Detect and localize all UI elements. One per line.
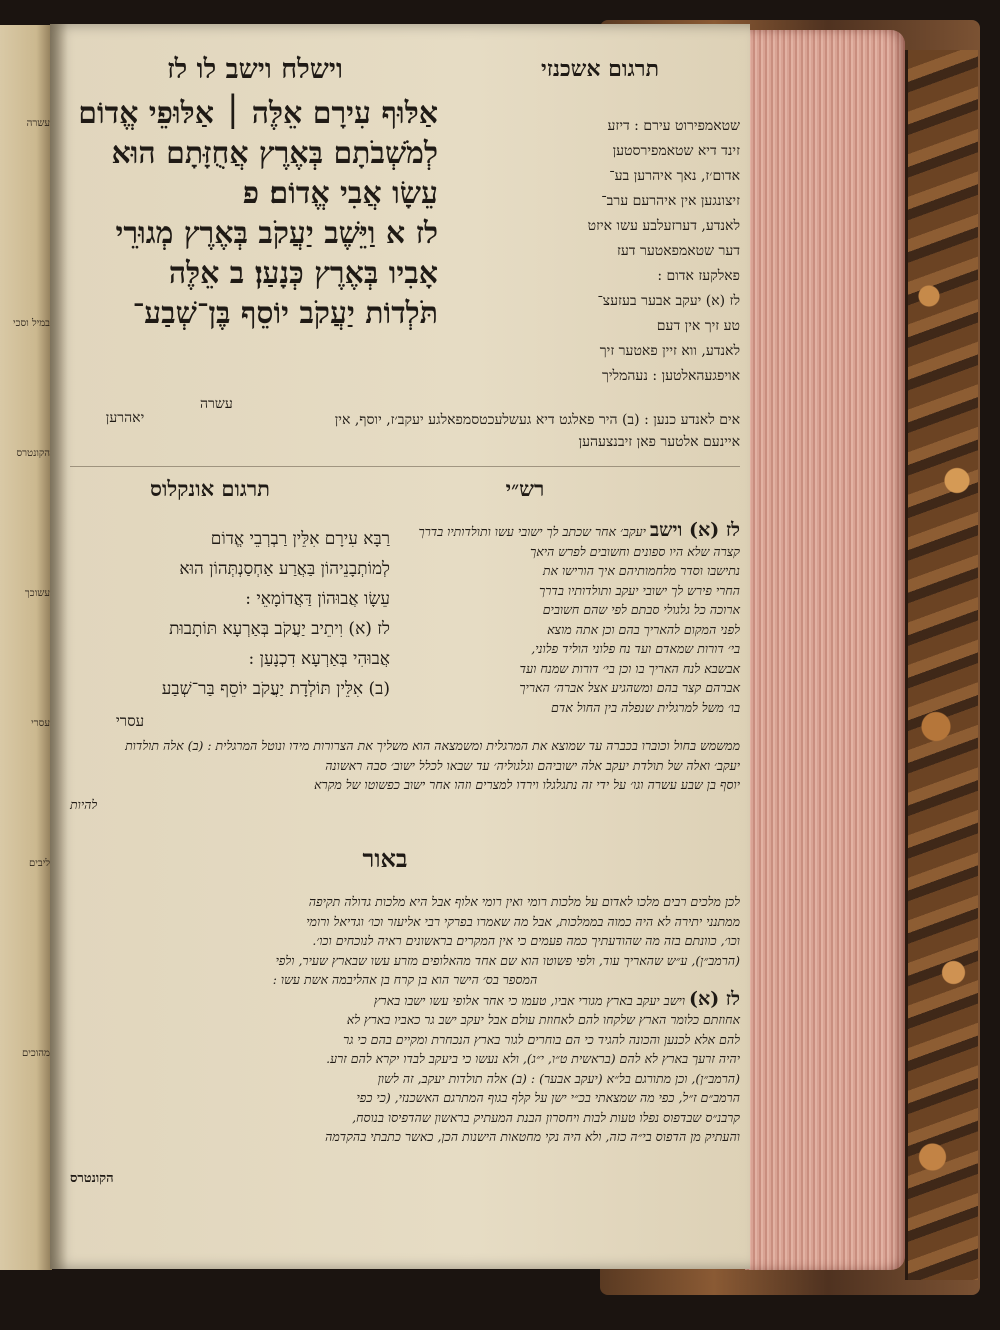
biur-line: וכו׳, כוונתם בזה מה שהודעתיך כמה פעמים כי אין המקרים בראשונים ראיה לנוכחים וכו׳. xyxy=(312,933,740,948)
verse-line: אָבִיו בְּאֶרֶץ כְּנָעַן׃ ב אֵלֶּה xyxy=(168,256,438,291)
rashi-line: בי׳ דורות שמאדם ועד נח פלוני הוליד פלוני, xyxy=(531,641,740,656)
rashi-line: יעקב׳ ואלה של תולדת יעקב אלה ישוביהם וגלגוליה׳ עד שבאו לכלל ישוב׳ סבה ראשונה xyxy=(325,757,740,773)
onkelos-line: עֵשָׂו אֲבוּהוֹן דַּאֲדוֹמָאֵי : xyxy=(245,589,390,609)
left-page-fragment: עסרי xyxy=(31,718,50,729)
yiddish-line: לאנדע, ווא זיין פאטער זיך xyxy=(599,343,740,359)
left-page-fragment: מהוכים xyxy=(22,1048,50,1059)
main-page xyxy=(50,24,750,1269)
verse-line: לז א וַיֵּשֶׁב יַעֲקֹב בְּאֶרֶץ מְגוּרֵי xyxy=(115,216,438,251)
yiddish-line: לאנדע, דערזעלבע עשו איזט xyxy=(587,218,740,234)
rashi-line: לפני המקום להאריך בהם וכן אתה מוצא xyxy=(547,621,740,637)
rashi-line: נתישבו וסדר מלחמותיהם איך הורישו את xyxy=(542,563,740,578)
rashi-line: ארוכה כל גלגולי סבתם לפי שהם חשובים xyxy=(542,602,740,617)
yiddish-line: זינד דיא שטאמפירסטען xyxy=(612,143,740,159)
rashi-commentary xyxy=(405,521,740,717)
biur-line: אחוזתם כלומר הארץ שלקחו להם לאחוזת עולם אבל יעקב ישב גר כאביו בארץ לא xyxy=(346,1012,740,1027)
rashi-line: בו׳ משל למרגלית שנפלה בין החול אדם xyxy=(551,699,740,715)
yiddish-line: שטאמפירוט עירם : דיזע xyxy=(607,118,740,134)
running-header-targum: תרגום אשכנזי xyxy=(540,56,659,82)
onkelos-line: לְמוֹתְבָנֵיהוֹן בַּאֲרַע אַחְסַנְתְּהוֹן הוּא xyxy=(179,559,390,579)
yiddish-line: לז (א) יעקב אבער בעזעצ־ xyxy=(597,293,740,309)
biur-line: וישב יעקב בארץ מגורי אביו, טעמו כי אחר אלופי עשו ישבו בארץ xyxy=(373,992,686,1008)
rashi-title: רש״י xyxy=(505,476,545,501)
page-block-edge xyxy=(745,30,905,1270)
biblical-text xyxy=(70,94,438,334)
marbled-edge xyxy=(905,50,978,1280)
onkelos-text xyxy=(70,524,390,704)
rashi-line: החרי פירש לך ישובי יעקב ותולדותיו בדרך xyxy=(539,582,740,598)
onkelos-line: לז (א) וִיתֵיב יַעֲקֹב בְּאַרְעָא תּוֹתָבוּת xyxy=(169,619,390,639)
yiddish-footline-line: איינעם אלטער פאן זיבנצעהען xyxy=(578,434,740,450)
running-header-parasha: וישלח וישב לו לז xyxy=(167,54,343,85)
rashi-line: אברהם קצר בהם ומשהגיע אצל אברה׳ האריך xyxy=(519,680,740,695)
biur-line: ממתנני יתירה לא היה כמוה בממלכות, אבל מה שאמרו בפרקי רבי אליעזר וכו׳ וגדיאל ורומי xyxy=(306,913,740,929)
left-page-fragment: במיל וסכי xyxy=(13,318,50,329)
verse-line: לְמֹשְׁבֹתָם בְּאֶרֶץ אֲחֻזָּתָם הוּא xyxy=(111,136,438,171)
rashi-line: קצרה שלא היו ספונים וחשובים לפרש היאך xyxy=(530,543,740,559)
section-divider xyxy=(70,466,740,467)
rashi-lead: לז (א) וישב xyxy=(649,519,740,541)
biur-line: והעתיק מן הדפוס בי״ה כזה, ולא היה נקי מחטאות הישנות הכן, כאשר כתבתי בהקדמה xyxy=(325,1129,740,1144)
biur-commentary xyxy=(70,892,740,1147)
onkelos-title: תרגום אונקלוס xyxy=(150,476,270,501)
left-page-fragment: עשרה xyxy=(26,118,50,129)
yiddish-footline-line: אים לאנדע כנען : (ב) היר פאלגט דיא געשלעכטסמפאלגע יעקב׳ז, יוסף, אין xyxy=(334,412,740,428)
rashi-line: יעקב׳ אחר שכתב לך ישובי עשו ותולדותיו בדרך xyxy=(418,524,646,539)
biur-line: המספר בס׳ הישר הוא בן קרח בן אהליבמה אשת עשו : xyxy=(272,972,538,987)
page-catchword: הקונטרס xyxy=(70,1171,114,1186)
yiddish-line: טע זיך אין דעם xyxy=(656,318,740,334)
left-page-fragment: עשוכך xyxy=(24,588,50,599)
verse-line: תֹּלְדוֹת יַעֲקֹב יוֹסֵף בֶּן־שְׁבַע־ xyxy=(132,296,438,331)
biur-line: הרמב״ם ז״ל, כפי מה שמצאתי בכ״י ישן על קלף בגוף המתרגם האשכנזי, (כי כפי xyxy=(356,1090,740,1105)
biblical-catchword: עשרה xyxy=(200,396,233,412)
rashi-line: אבשבא לנח האריך בו וכן בי׳ דורות שמנח ועד xyxy=(519,660,740,676)
yiddish-line: פאלקעז אדום : xyxy=(657,268,740,284)
yiddish-line: אדום׳ז, נאך איהרען בע־ xyxy=(609,168,740,184)
yiddish-line: זיצונגען אין איהרעם ערב־ xyxy=(601,193,740,209)
biur-line: לכן מלכים רבים מלכו לאדום על מלכות רומי ואין רומי אלוף אבל היא מלכות גדולה תקיפה xyxy=(308,894,740,909)
left-page xyxy=(0,25,52,1270)
biur-line: להם אלא לכנען והכונה להגיד כי הם בוחרים לגור בארץ הנכחרת ומקיים בהם כי גר xyxy=(343,1031,740,1047)
rashi-line: יוסף בן שבע עשרה וגו׳ על ידי זה נתגלגלו וירדו למצרים וזהו אחר ישוב כפשוטו של מקרא xyxy=(314,777,740,792)
rashi-line: ממשמש בחול וכוברו בכברה עד שמוצא את המרגלית ומשמצאה הוא משליך את הצרורות מידו ונוטל המרגלית : (ב) אלה תולדות xyxy=(125,738,740,753)
yiddish-line: אויפגעהאלטען : נעהמליך xyxy=(601,368,740,384)
onkelos-line: אֲבוּהִי בְּאַרְעָא דִכְנָעַן : xyxy=(248,649,390,669)
left-page-fragment: ליבים xyxy=(29,858,50,869)
yiddish-catchword: יאהרען xyxy=(105,410,145,426)
rashi-continuation xyxy=(70,736,740,814)
biur-line: (הרמב״ן), ע״ש שהאריך עוד, ולפי פשוטו הוא שם אחד מהאלופים מזרע עשו שבארץ שעיר, ולפי xyxy=(275,952,740,968)
biur-line: יהיה זרעך בארץ לא להם (בראשית ט״ו, י״ג), ולא נעשו כי ביעקב לבדו יקרא להם זרע. xyxy=(326,1051,740,1066)
rashi-line: להיות xyxy=(70,796,98,812)
biur-line: קרבנ״ס שבדפוס נפלו טעות לבות ויחסרון הבנת המעתיק בראשון שהדפיסו בנוסח, xyxy=(352,1109,740,1125)
biur-lead: לז (א) xyxy=(689,987,740,1010)
left-page-fragment: הקונטרס xyxy=(16,448,50,459)
onkelos-line: (ב) אִלֵּין תּוֹלְדָת יַעֲקֹב יוֹסֵף בַּר־שְׁבַע xyxy=(161,679,390,699)
verse-line: עֵשָׂו אֲבִי אֱדוֹם׃ פ xyxy=(242,176,438,211)
biur-line: (הרמב״ן), וכן מתורגם בל״א (יעקב אבער) : (ב) אלה תולדות יעקב, זה לשון xyxy=(377,1070,740,1086)
yiddish-translation xyxy=(455,114,740,389)
yiddish-line: דער שטאמפאטער דעז xyxy=(616,243,740,259)
biur-title: באור xyxy=(362,844,408,873)
verse-line: אַלּוּף עִירָם אֵלֶּה ׀ אַלּוּפֵי אֱדוֹם xyxy=(78,96,438,131)
onkelos-catchword: עסרי xyxy=(115,712,145,730)
onkelos-line: רַבָּא עִירָם אִלֵּין רַבְרְבֵי אֱדוֹם xyxy=(210,529,390,549)
